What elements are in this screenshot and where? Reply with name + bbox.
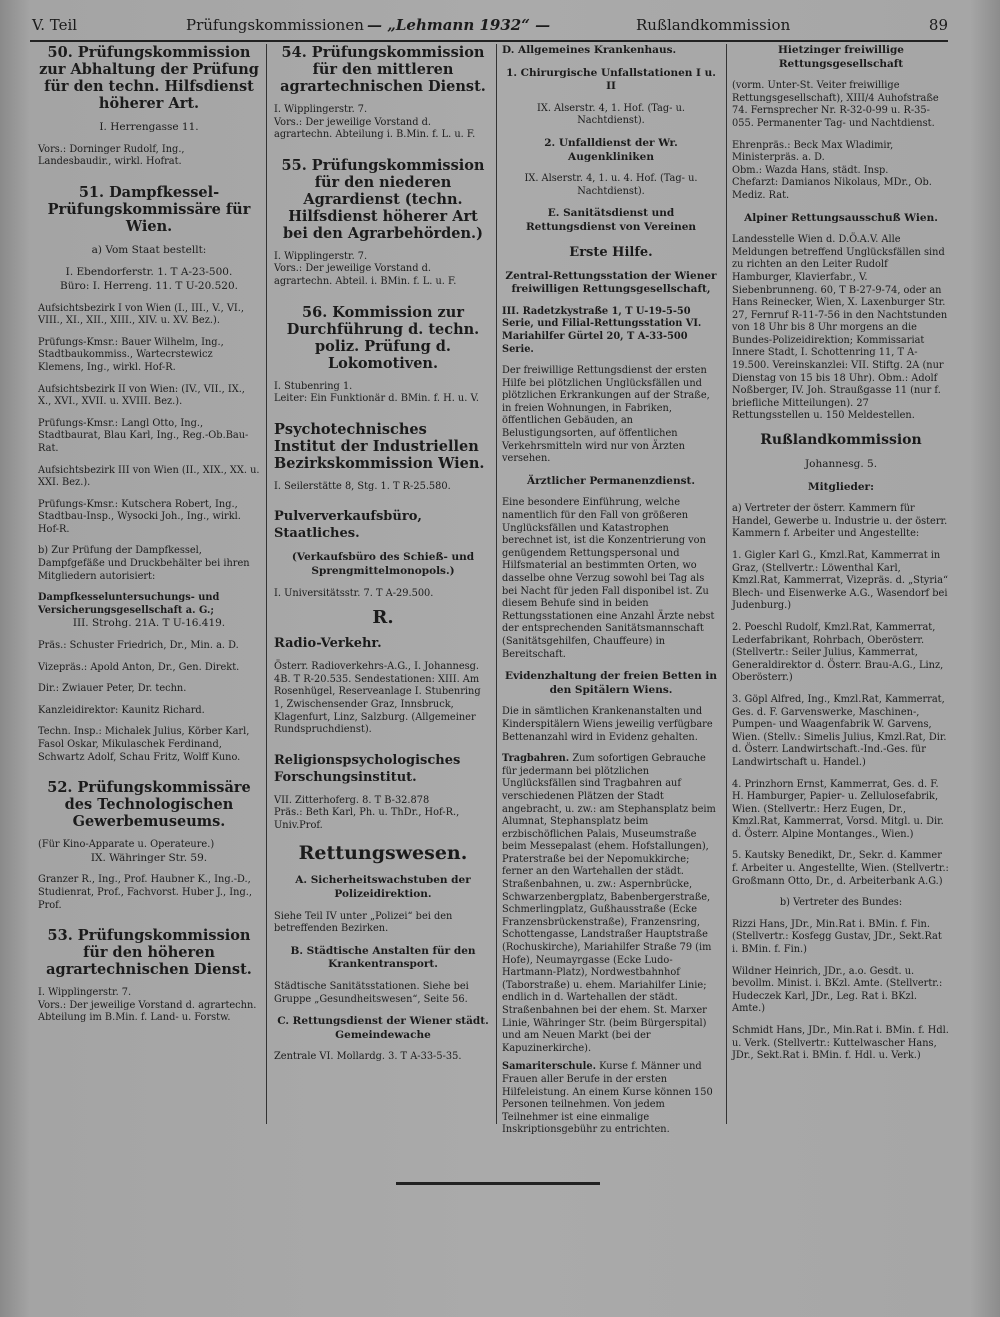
entry-52-note: (Für Kino-Apparate u. Operateure.) [38,839,215,851]
entry-51-district-2: Aufsichtsbezirk II von Wien: (IV., VII., IX., X., XVI., XVII. u. XVIII. Bez.). [38,383,245,408]
free-beds-text: Die in sämtlichen Krankenanstalten und Kinderspitälern Wiens jeweilig verfügbare Bettenanzahl wird in Evidenz gehalten. [502,706,713,743]
russia-federal-member-3: Schmidt Hans, JDr., Min.Rat i. BMin. f. Hdl. u. Verk. (Stellvertr.: Kuttelwascher Hans, JDr., Sekt.Rat i. BMin. f. Hdl. u. Verk.) [732,1025,949,1062]
column-4 [732,44,950,1124]
d2-address: IX. Alserstr. 4, 1. u. 4. Hof. (Tag- u. Nachtdienst). [524,173,698,197]
doctors-permanent-text: Eine besondere Einführung, welche namentlich für den Fall von größeren Unglücksfällen und Katastrophen berechnet ist, ist die Konzentrierung von genügendem Rettungspersonal und Hilfsmaterial an bestimmten Orten, wo dasselbe ohne Verzug sowohl bei Tag als bei Nacht für jeden Fall disponibel ist. Zu diesem Behufe sind in beiden Rettungsstationen eine Anzahl Ärzte nebst der entsprechenden Sanitätsmannschaft (Sanitätsgehilfen, Chauffeure) in Bereitschaft. [502,497,715,660]
column-2 [274,44,492,1124]
russia-commission-address: Johannesg. 5. [804,458,878,471]
rescue-a-text: Siehe Teil IV unter „Polizei“ bei den betreffenden Bezirken. [274,910,453,935]
entry-53-chair: Vors.: Der jeweilige Vorstand d. agrartechn. Abteilung im B.Min. f. Land- u. Forstw. [38,999,257,1024]
entry-51-president: Präs.: Schuster Friedrich, Dr., Min. a. D. [38,640,239,652]
members-heading: Mitglieder: [808,480,874,493]
hietzing-text: (vorm. Unter-St. Veiter freiwillige Rettungsgesellschaft), XIII/4 Auhofstraße 74. Fernsprecher Nr. R-32-0-99 u. R-35-055. Permanenter Tag- und Nachtdienst. [732,80,939,129]
samaritan-block [502,1061,720,1137]
religion-institute-members: Präs.: Beth Karl, Ph. u. ThDr., Hof-R., Univ.Prof. [274,807,460,831]
entry-52-members: Granzer R., Ing., Prof. Haubner K., Ing.-D., Studienrat, Prof., Fachvorst. Huber J., Ing., Prof. [38,874,252,911]
samaritan-text: Kurse f. Männer und Frauen aller Berufe in der ersten Hilfeleistung. An einem Kurse können 150 Personen teilnehmen. Von jedem Teilnehmer ist eine einmalige Inskriptionsgebühr zu entrichten. [502,1061,713,1136]
d1-title: 1. Chirurgische Unfallstationen I u. II [506,66,716,93]
entry-51-director: Dir.: Zwiauer Peter, Dr. techn. [38,683,187,695]
entry-51-b: b) Zur Prüfung der Dampfkessel, Dampfgefäße und Druckbehälter bei ihren Mitgliedern autorisiert: [38,545,250,582]
entry-51-chancery: Kanzleidirektor: Kaunitz Richard. [38,704,205,716]
column-divider [726,44,727,1124]
stretchers-text: Zum sofortigen Gebrauche für jedermann bei plötzlichen Unglücksfällen sind Tragbahren auf verschiedenen Plätzen der Stadt angebracht, u. zw.: am Stephansplatz beim Alumnat, Stephansplatz beim erzbischöflichen Palais, Museumstraße beim Messepalast (ehem. Hofstallungen), Praterstraße bei der Nepomukkirche; ferner an den Wartehallen der städt. Straßenbahnen, u. zw.: Aspernbrücke, Schwarzenbergplatz, Babenbergerstraße, Schmerlingplatz, Gußhausstraße (Ecke Franzensbrückenstraße), Franzensring, Schottengasse, Landstraßer Hauptstraße (Rochuskirche), Mariahilfer Straße 79 (im Hofe), Neumayrgasse (Ecke Ludo-Hartmann-Platz), Nordwestbahnhof (Taborstraße) u. ehem. Mariahilfer Linie; endlich in d. Wartehallen der städt. Straßenbahnen bei der ehem. St. Marxer Linie, Währinger Str. (beim Bürgerspital) und am Neuen Markt (bei der Kapuzinerkirche). [502,753,716,1054]
hietzing-chief-doctor: Chefarzt: Damianos Nikolaus, MDr., Ob. Mediz. Rat. [732,177,932,201]
entry-52-address: IX. Währinger Str. 59. [90,851,208,864]
entry-50-chair: Vors.: Dorninger Rudolf, Ing., Landesbaudir., wirkl. Hofrat. [38,143,185,168]
entry-51-district-3-examiners: Prüfungs-Kmsr.: Kutschera Robert, Ing., Stadtbau-Insp., Wysocki Joh., Ing., wirkl. Hof-R. [38,498,241,535]
entry-51-district-3: Aufsichtsbezirk III von Wien (II., XIX., XX. u. XXI. Bez.). [38,464,260,489]
entry-51-district-2-examiners: Prüfungs-Kmsr.: Langl Otto, Ing., Stadtbaurat, Blau Karl, Ing., Reg.-Ob.Bau-Rat. [38,417,249,454]
psychotechnical-institute-address: I. Seilerstätte 8, Stg. 1. T R-25.580. [274,480,451,492]
powder-sales-subtitle: (Verkaufsbüro des Schieß- und Sprengmittelmonopols.) [291,551,475,577]
header-part: V. Teil [32,16,78,34]
hietzing-honorary-president: Ehrenpräs.: Beck Max Wladimir, Ministerpräs. a. D. [732,139,894,164]
rescue-b-text: Städtische Sanitätsstationen. Siehe bei Gruppe „Gesundheitswesen“, Seite 56. [274,981,469,1005]
religion-institute-address: VII. Zitterhoferg. 8. T B-32.878 [274,794,430,806]
entry-50-address: I. Herrengasse 11. [99,121,199,133]
entry-54-address: I. Wipplingerstr. 7. [274,104,368,115]
stretchers-block [502,753,720,1055]
entry-56-address: I. Stubenring 1. [274,380,353,392]
end-rule [396,1182,600,1185]
letter-heading-r: R. [372,607,394,629]
entry-55-address: I. Wipplingerstr. 7. [274,250,368,262]
entry-52-title: 52. Prüfungskommissäre des Technologischen Gewerbemuseums. [47,779,251,831]
central-station-description: Der freiwillige Rettungsdienst der ersten Hilfe bei plötzlichen Unglücksfällen und plötzlichen Erkrankungen auf der Straße, in freien Wohnungen, in Fabriken, öffentlichen Gebäuden, an Belustigungsorten, auf öffentlichen Verkehrsmitteln wird nur von Ärzten versehen. [502,365,710,465]
powder-sales-address: I. Universitätsstr. 7. T A-29.500. [274,587,434,599]
hietzing-chairman: Obm.: Wazda Hans, städt. Insp. [732,164,889,176]
entry-50-title: 50. Prüfungskommission zur Abhaltung der Prüfung für den techn. Hilfsdienst höherer Art. [39,44,259,112]
entry-51-address: I. Ebendorferstr. 1. T A-23-500. [65,266,233,279]
entry-51-office: Büro: I. Herreng. 11. T U-20.520. [60,279,238,292]
running-header [30,14,948,42]
d1-address: IX. Alserstr. 4, 1. Hof. (Tag- u. Nachtdienst). [536,102,685,127]
column-divider [496,44,497,1124]
entry-56-leader: Leiter: Ein Funktionär d. BMin. f. H. u. V. [274,393,479,405]
rescue-c-title: C. Rettungsdienst der Wiener städt. Gemeindewache [277,1015,489,1041]
powder-sales-title: Pulververkaufsbüro, Staatliches. [274,509,422,542]
entry-54-title: 54. Prüfungskommission für den mittleren agrartechnischen Dienst. [280,44,486,95]
entry-51-district-1: Aufsichtsbezirk I von Wien (I., III., V., VI., VIII., XI., XII., XIII., XIV. u. XV. Bez.). [38,302,244,327]
entry-55-title: 55. Prüfungskommission für den niederen Agrardienst (techn. Hilfsdienst höherer Art bei den Agrarbehörden.) [281,156,485,242]
entry-51-title: 51. Dampfkessel-Prüfungskommissäre für Wien. [47,183,251,235]
alpine-rescue-title: Alpiner Rettungsausschuß Wien. [744,211,938,224]
russia-member-2: 2. Poeschl Rudolf, Kmzl.Rat, Kammerrat, Lederfabrikant, Rohrbach, Oberösterr. (Stellvertr.: Seiler Julius, Kammerrat, Generaldirektor d. Österr. Brau-A.G., Linz, Oberösterr.) [732,621,944,684]
column-divider [266,44,267,1124]
entry-51-insurance-address: III. Strohg. 21A. T U-16.419. [72,617,226,630]
entry-51-a: a) Vom Staat bestellt: [91,243,207,256]
russia-member-3: 3. Göpl Alfred, Ing., Kmzl.Rat, Kammerrat, Ges. d. F. Garvenswerke, Maschinen-, Pumpen- und Waagenfabrik W. Garvens, Wien. (Stellv.: Simelis Julius, Kmzl.Rat, Dir. d. Österr. Landwirtschaft.-Ind.-Ges. für Landwirtschaft u. Handel.) [732,693,947,768]
central-station-title: Zentral-Rettungsstation der Wiener freiwilligen Rettungsgesellschaft, [505,269,717,296]
free-beds-title: Evidenzhaltung der freien Betten in den Spitälern Wiens. [505,670,717,696]
entry-53-address: I. Wipplingerstr. 7. [38,987,132,999]
religion-institute-title: Religionspsychologisches Forschungsinstitut. [274,752,461,785]
column-1 [38,44,260,1124]
rescue-c-text: Zentrale VI. Mollardg. 3. T A-33-5-35. [274,1051,462,1063]
radio-title: Radio-Verkehr. [274,636,382,652]
header-right-section: Rußlandkommission [636,16,791,34]
entry-51-district-1-examiners: Prüfungs-Kmsr.: Bauer Wilhelm, Ing., Stadtbaukommiss., Wartecrstewicz Klemens, Ing., wirkl. Hof-R. [38,336,224,373]
entry-51-vice-president: Vizepräs.: Apold Anton, Dr., Gen. Direkt. [38,661,240,673]
entry-55-chair: Vors.: Der jeweilige Vorstand d. agrartechn. Abteil. i. BMin. f. L. u. F. [274,263,457,287]
entry-53-title: 53. Prüfungskommission für den höheren agrartechnischen Dienst. [46,927,252,979]
russia-commission-title: Rußlandkommission [760,432,922,449]
psychotechnical-institute-title: Psychotechnisches Institut der Industriellen Bezirkskommission Wien. [274,420,485,472]
d2-title: 2. Unfalldienst der Wr. Augenkliniken [544,136,678,163]
rescue-section-title: Rettungswesen. [298,842,468,865]
column-3 [502,44,720,1136]
entry-54-chair: Vors.: Der jeweilige Vorstand d. agrartechn. Abteilung i. B.Min. f. L. u. F. [274,116,476,141]
rescue-b-title: B. Städtische Anstalten für den Krankentransport. [290,944,476,971]
russia-federal-member-2: Wildner Heinrich, JDr., a.o. Gesdt. u. bevollm. Minist. i. BKzl. Amte. (Stellvertr.: Hudeczek Karl, JDr., Leg. Rat i. BKzl. Amte.) [732,965,943,1015]
russia-member-1: 1. Gigler Karl G., Kmzl.Rat, Kammerrat in Graz, (Stellvertr.: Löwenthal Karl, Kmzl.Rat, Kammerrat, Vizepräs. d. „Styria“ Blech- und Eisenwerke A.G., Wasendorf bei Judenburg.) [732,550,949,612]
central-station-text: III. Radetzkystraße 1, T U-19-5-50 Serie, und Filial-Rettungsstation VI. Mariahilfer Gürtel 20, T A-33-500 Serie. [502,305,702,355]
alpine-rescue-text: Landesstelle Wien d. D.Ö.A.V. Alle Meldungen betreffend Unglücksfällen sind zu richten an den Leiter Rudolf Hamburger, Klavierfabr., V. Siebenbrunneng. 60, T B-27-9-74, oder an Hans Reinecker, Wien, X. Laxenburger Str. 27, Fernruf R-11-7-56 in den Nachtstunden von 18 Uhr bis 8 Uhr morgens an die Bundes-Polizeidirektion; Kommissariat Innere Stadt, I. Schottenring 11, T A-19.500. Vereinskanzlei: VII. Stiftg. 2A (nur Dienstag von 15 bis 18 Uhr). Obm.: Adolf Noßberger, IV. Joh. Straußgasse 11 (nur f. briefliche Mitteilungen). 27 Rettungsstellen u. 150 Meldestellen. [732,234,948,422]
section-e-title: E. Sanitätsdienst und Rettungsdienst von Vereinen [525,207,697,233]
russia-a-heading: a) Vertreter der österr. Kammern für Handel, Gewerbe u. Industrie u. der österr. Kammern f. Arbeiter und Angestellte: [732,503,948,540]
section-d-title: D. Allgemeines Krankenhaus. [502,44,677,56]
doctors-permanent-title: Ärztlicher Permanenzdienst. [526,474,696,487]
first-aid-title: Erste Hilfe. [569,244,653,260]
radio-entry: Österr. Radioverkehrs-A.G., I. Johannesg. 4B. T R-20.535. Sendestationen: XIII. Am Rosenhügel, Reserveanlage I. Stubenring 1, Zwischensender Graz, Innsbruck, Klagenfurt, Linz, Salzburg. (Allgemeiner Rundspruchdienst). [274,661,481,736]
header-section: Prüfungskommissionen [186,16,364,34]
entry-51-insurance: Dampfkesseluntersuchungs- und Versicherungsgesellschaft a. G.; [38,592,220,616]
header-book-title: — „Lehmann 1932“ — [367,16,551,34]
samaritan-title: Samariterschule. [502,1061,597,1073]
russia-b-heading: b) Vertreter des Bundes: [779,897,903,909]
rescue-a-title: A. Sicherheitswachstuben der Polizeidirektion. [295,874,471,901]
entry-51-inspectors: Techn. Insp.: Michalek Julius, Körber Karl, Fasol Oskar, Mikulaschek Ferdinand, Schwartz Adolf, Schau Fritz, Wolff Kuno. [38,726,250,763]
hietzing-title: Hietzinger freiwillige Rettungsgesellschaft [778,44,904,70]
russia-member-5: 5. Kautsky Benedikt, Dr., Sekr. d. Kammer f. Arbeiter u. Angestellte, Wien. (Stellvertr.: Großmann Otto, Dr., d. Arbeiterbank A.G.) [732,850,949,887]
russia-federal-member-1: Rizzi Hans, JDr., Min.Rat i. BMin. f. Fin. (Stellvertr.: Kosfegg Gustav, JDr., Sekt.Rat i. BMin. f. Fin.) [732,918,942,956]
russia-member-4: 4. Prinzhorn Ernst, Kammerrat, Ges. d. F. H. Hamburger, Papier- u. Zellulosefabrik, Wien. (Stellvertr.: Herz Eugen, Dr., Kmzl.Rat, Kammerrat, Vorsd. Mitgl. u. Dir. d. Österr. Alpine Montanges., Wien.) [732,778,944,840]
entry-56-title: 56. Kommission zur Durchführung d. techn. poliz. Prüfung d. Lokomotiven. [286,303,480,372]
stretchers-title: Tragbahren. [502,753,570,765]
page-number: 89 [928,16,948,34]
